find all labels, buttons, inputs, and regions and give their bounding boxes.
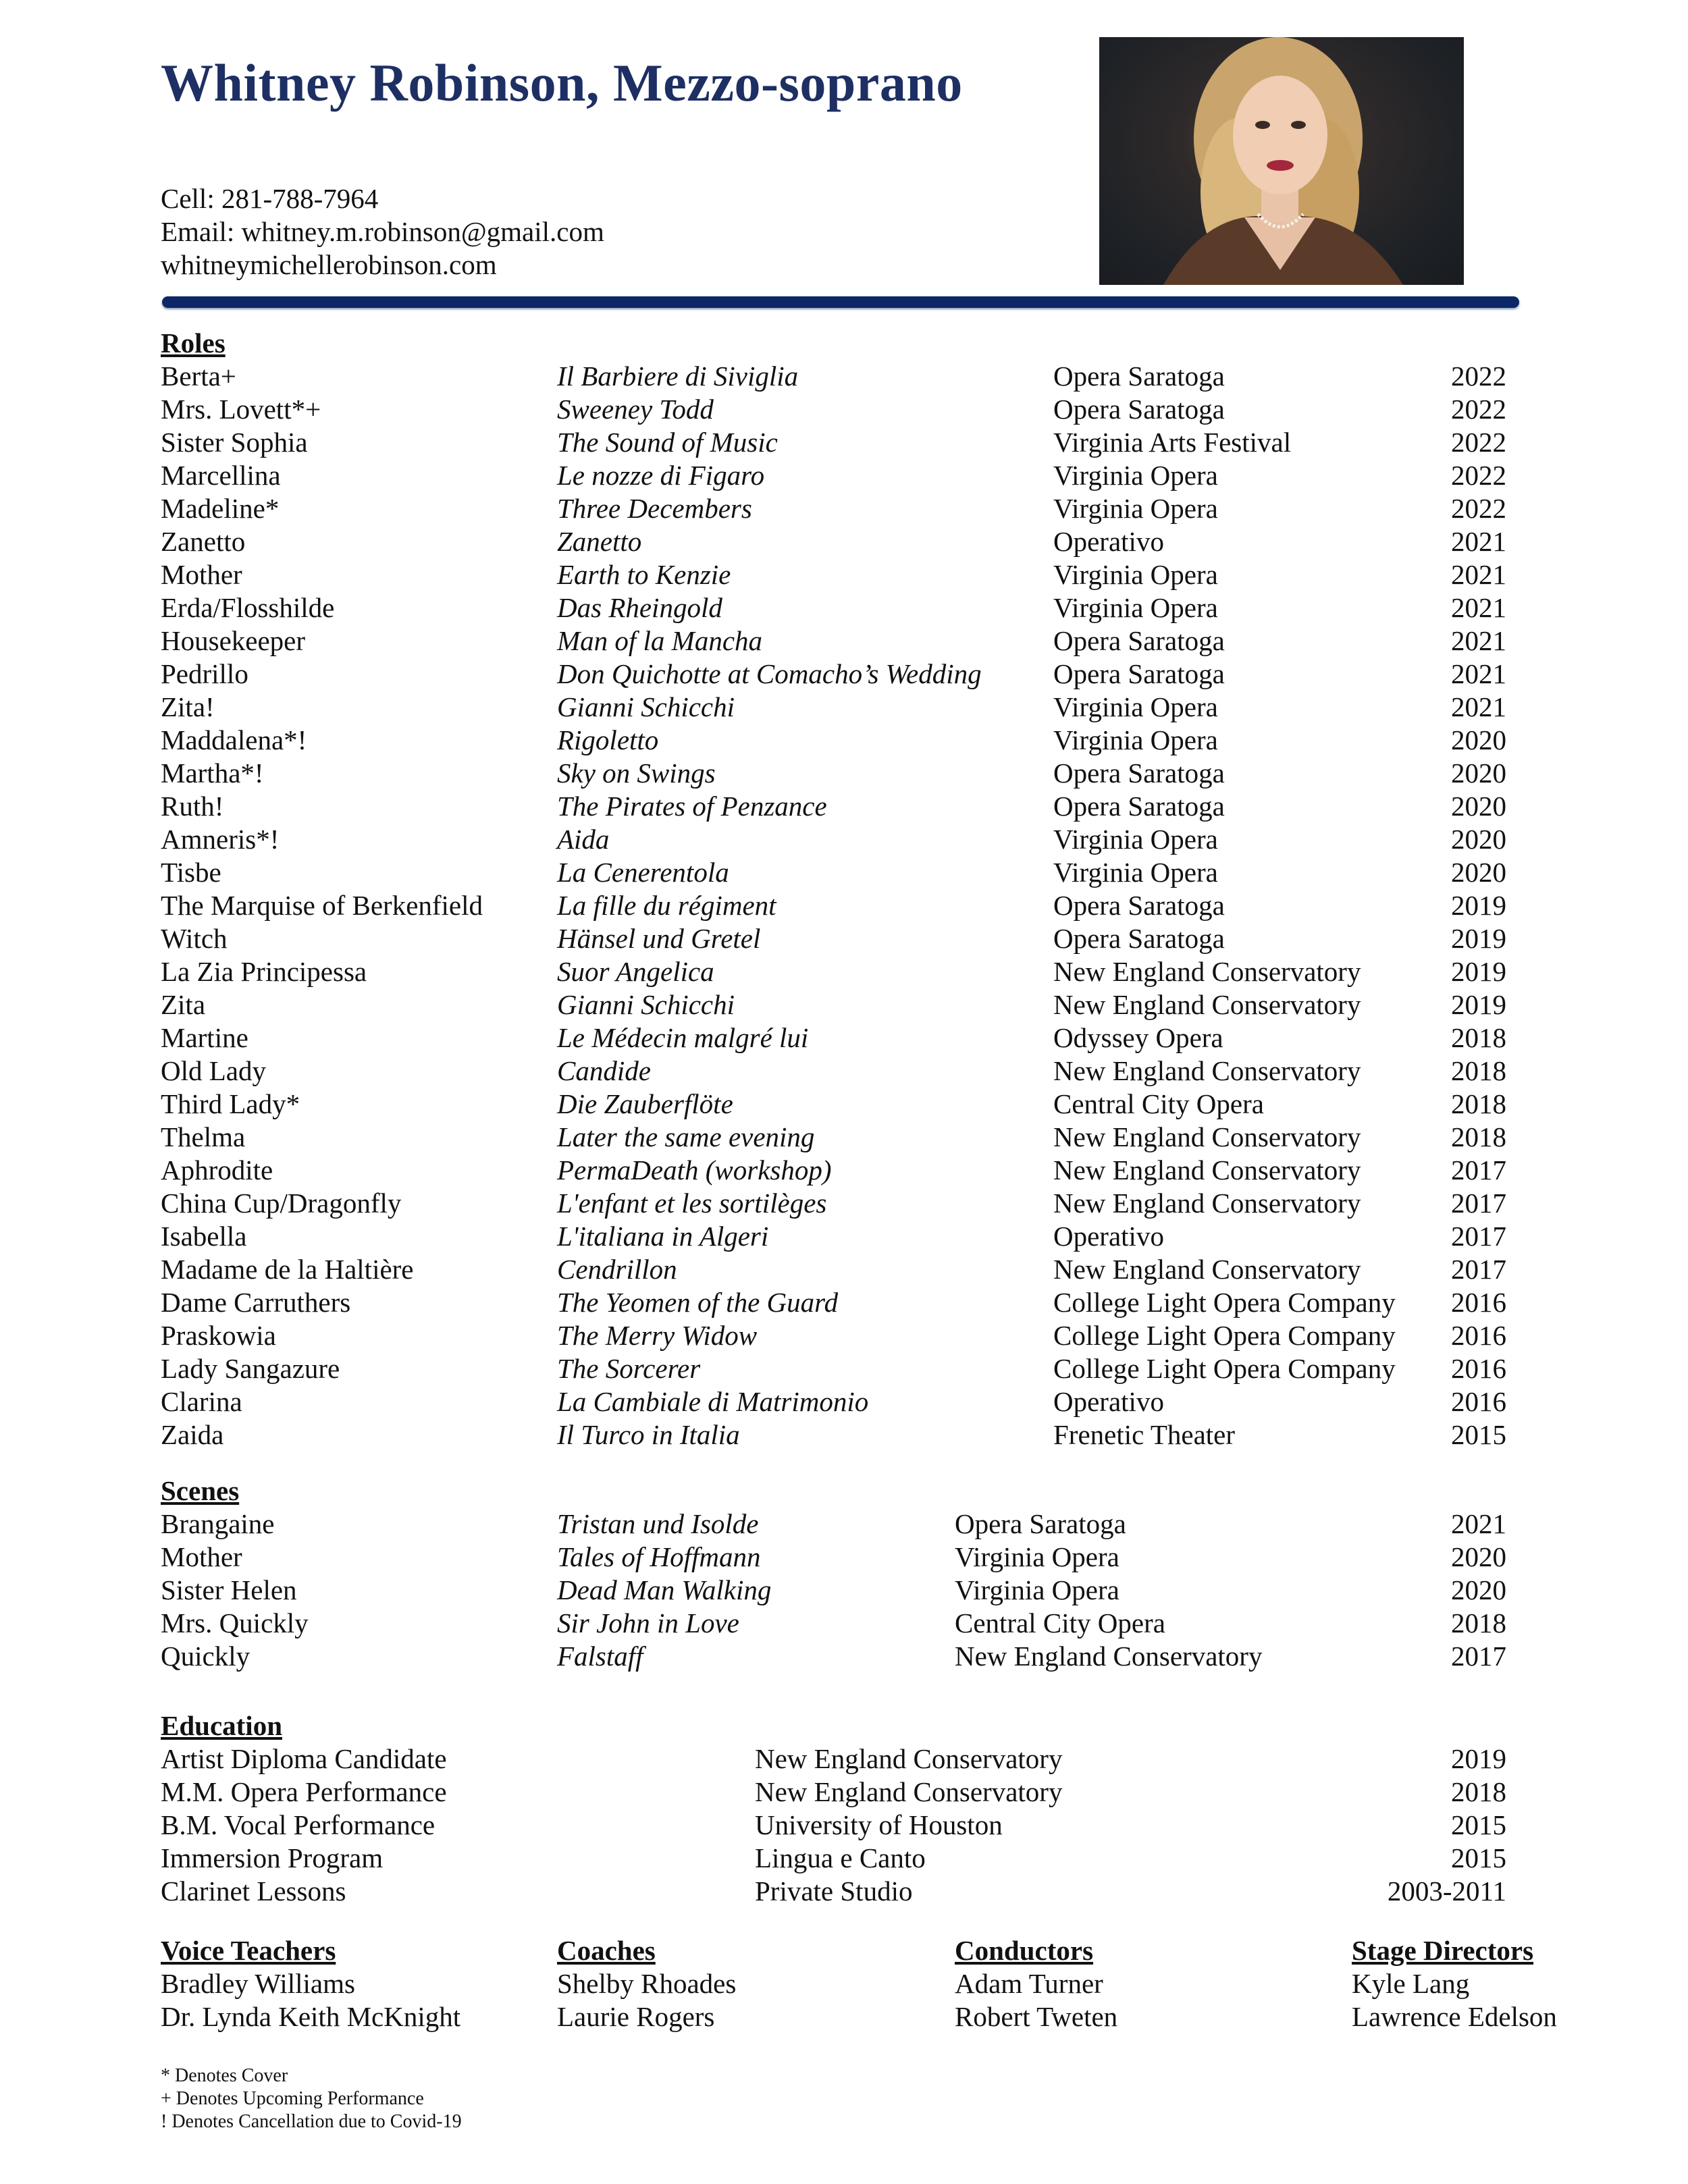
company-name: Virginia Opera <box>1053 592 1218 623</box>
company-name: Virginia Opera <box>1053 493 1218 524</box>
stage-director-name: Lawrence Edelson <box>1352 2001 1557 2032</box>
company-name: Operativo <box>1053 1386 1164 1417</box>
roles-row <box>161 1352 1506 1385</box>
year: 2019 <box>1451 923 1506 954</box>
year: 2019 <box>1451 989 1506 1020</box>
company-name: Virginia Opera <box>1053 824 1218 855</box>
opera-title: Don Quichotte at Comacho’s Wedding <box>557 658 982 689</box>
year: 2020 <box>1451 1574 1506 1605</box>
role-name: Tisbe <box>161 857 221 888</box>
voice-teachers-column <box>161 1934 460 2033</box>
headshot-photo <box>1099 37 1464 285</box>
company-name: Virginia Opera <box>1053 857 1218 888</box>
roles-row <box>161 823 1506 856</box>
degree: Clarinet Lessons <box>161 1875 346 1907</box>
opera-title: PermaDeath (workshop) <box>557 1154 832 1186</box>
year: 2016 <box>1451 1287 1506 1318</box>
coaches-heading: Coaches <box>557 1935 656 1966</box>
roles-row <box>161 658 1506 691</box>
opera-title: Il Barbiere di Siviglia <box>557 361 799 392</box>
year: 2021 <box>1451 592 1506 623</box>
scenes-row <box>161 1574 1506 1607</box>
company-name: Virginia Opera <box>955 1574 1119 1605</box>
scenes-heading: Scenes <box>161 1475 240 1506</box>
company-name: Virginia Opera <box>1053 691 1218 722</box>
role-name: Zanetto <box>161 526 246 557</box>
opera-title: Suor Angelica <box>557 956 714 987</box>
opera-title: Cendrillon <box>557 1254 677 1285</box>
role-name: The Marquise of Berkenfield <box>161 890 483 921</box>
role-name: Pedrillo <box>161 658 248 689</box>
company-name: Opera Saratoga <box>1053 394 1225 425</box>
role-name: Brangaine <box>161 1508 275 1539</box>
role-name: Isabella <box>161 1221 247 1252</box>
roles-row <box>161 591 1506 624</box>
role-name: Zita! <box>161 691 215 722</box>
company-name: New England Conservatory <box>1053 956 1361 987</box>
year: 2015 <box>1451 1419 1506 1450</box>
roles-row <box>161 558 1506 591</box>
degree: B.M. Vocal Performance <box>161 1809 436 1840</box>
page-title: Whitney Robinson, Mezzo-soprano <box>161 53 963 112</box>
scenes-row <box>161 1541 1506 1574</box>
role-name: Maddalena*! <box>161 724 307 755</box>
roles-row <box>161 426 1506 459</box>
year: 2022 <box>1451 394 1506 425</box>
opera-title: Gianni Schicchi <box>557 989 735 1020</box>
year: 2021 <box>1451 559 1506 590</box>
opera-title: Le nozze di Figaro <box>557 460 765 491</box>
year: 2016 <box>1451 1320 1506 1351</box>
education-row <box>161 1875 1506 1908</box>
opera-title: La fille du régiment <box>557 890 776 921</box>
roles-row <box>161 492 1506 525</box>
roles-row <box>161 1385 1506 1418</box>
year: 2017 <box>1451 1188 1506 1219</box>
opera-title: La Cenerentola <box>557 857 729 888</box>
voice-teacher-name: Dr. Lynda Keith McKnight <box>161 2001 461 2032</box>
role-name: Third Lady* <box>161 1088 300 1119</box>
opera-title: Das Rheingold <box>557 592 722 623</box>
role-name: Lady Sangazure <box>161 1353 340 1384</box>
roles-row <box>161 691 1506 724</box>
opera-title: The Yeomen of the Guard <box>557 1287 839 1318</box>
opera-title: Candide <box>557 1055 651 1086</box>
headshot-illustration <box>1099 37 1464 285</box>
roles-row <box>161 1154 1506 1187</box>
year: 2017 <box>1451 1154 1506 1186</box>
opera-title: Zanetto <box>557 526 642 557</box>
year: 2020 <box>1451 757 1506 789</box>
year: 2018 <box>1451 1607 1506 1639</box>
company-name: Opera Saratoga <box>955 1508 1126 1539</box>
roles-row <box>161 1021 1506 1055</box>
company-name: Virginia Opera <box>955 1541 1119 1572</box>
education-row <box>161 1742 1506 1776</box>
education-heading: Education <box>161 1710 282 1741</box>
role-name: Mrs. Quickly <box>161 1607 309 1639</box>
year: 2015 <box>1451 1809 1506 1840</box>
roles-row <box>161 1253 1506 1286</box>
opera-title: The Merry Widow <box>557 1320 758 1351</box>
opera-title: The Sorcerer <box>557 1353 701 1384</box>
year: 2020 <box>1451 791 1506 822</box>
year: 2021 <box>1451 526 1506 557</box>
opera-title: The Sound of Music <box>557 427 778 458</box>
company-name: New England Conservatory <box>1053 989 1361 1020</box>
roles-row <box>161 393 1506 426</box>
school: University of Houston <box>755 1809 1003 1840</box>
role-name: Dame Carruthers <box>161 1287 351 1318</box>
role-name: Housekeeper <box>161 625 306 656</box>
year: 2018 <box>1451 1088 1506 1119</box>
company-name: New England Conservatory <box>1053 1121 1361 1152</box>
year: 2019 <box>1451 1743 1506 1774</box>
year: 2022 <box>1451 460 1506 491</box>
roles-row <box>161 724 1506 757</box>
company-name: Opera Saratoga <box>1053 923 1225 954</box>
role-name: Witch <box>161 923 228 954</box>
roles-row <box>161 1121 1506 1154</box>
year: 2021 <box>1451 1508 1506 1539</box>
school: New England Conservatory <box>755 1776 1063 1807</box>
year: 2018 <box>1451 1055 1506 1086</box>
company-name: Virginia Opera <box>1053 460 1218 491</box>
role-name: Quickly <box>161 1641 250 1672</box>
education-row <box>161 1776 1506 1809</box>
opera-title: Gianni Schicchi <box>557 691 735 722</box>
website-link[interactable]: whitneymichellerobinson.com <box>161 249 497 280</box>
role-name: Berta+ <box>161 361 236 392</box>
role-name: Sister Helen <box>161 1574 297 1605</box>
opera-title: Il Turco in Italia <box>557 1419 740 1450</box>
year: 2021 <box>1451 658 1506 689</box>
opera-title: Tales of Hoffmann <box>557 1541 761 1572</box>
opera-title: Aida <box>557 824 610 855</box>
header-divider <box>162 296 1519 308</box>
year: 2020 <box>1451 724 1506 755</box>
company-name: Opera Saratoga <box>1053 658 1225 689</box>
role-name: Aphrodite <box>161 1154 273 1186</box>
company-name: New England Conservatory <box>1053 1055 1361 1086</box>
year: 2020 <box>1451 857 1506 888</box>
company-name: Virginia Opera <box>1053 724 1218 755</box>
roles-row <box>161 757 1506 790</box>
year: 2022 <box>1451 427 1506 458</box>
opera-title: The Pirates of Penzance <box>557 791 827 822</box>
company-name: Operativo <box>1053 526 1164 557</box>
year: 2022 <box>1451 493 1506 524</box>
year: 2017 <box>1451 1641 1506 1672</box>
company-name: Odyssey Opera <box>1053 1022 1223 1053</box>
company-name: Opera Saratoga <box>1053 890 1225 921</box>
opera-title: Falstaff <box>557 1641 643 1672</box>
year: 2016 <box>1451 1386 1506 1417</box>
scenes-row <box>161 1607 1506 1640</box>
company-name: Central City Opera <box>955 1607 1165 1639</box>
year: 2019 <box>1451 890 1506 921</box>
company-name: College Light Opera Company <box>1053 1287 1396 1318</box>
opera-title: Hänsel und Gretel <box>557 923 761 954</box>
education-list <box>161 1742 1506 1908</box>
role-name: Erda/Flosshilde <box>161 592 335 623</box>
company-name: Operativo <box>1053 1221 1164 1252</box>
roles-row <box>161 1418 1506 1451</box>
company-name: Central City Opera <box>1053 1088 1264 1119</box>
company-name: New England Conservatory <box>1053 1154 1361 1186</box>
scenes-list <box>161 1508 1506 1673</box>
role-name: Zaida <box>161 1419 224 1450</box>
roles-row <box>161 790 1506 823</box>
stage-directors-column <box>1352 1934 1557 2033</box>
scenes-row <box>161 1508 1506 1541</box>
voice-teacher-name: Bradley Williams <box>161 1968 355 1999</box>
opera-title: L'italiana in Algeri <box>557 1221 769 1252</box>
stage-director-name: Kyle Lang <box>1352 1968 1470 1999</box>
role-name: Zita <box>161 989 206 1020</box>
year: 2015 <box>1451 1842 1506 1873</box>
contact-info <box>161 182 604 282</box>
roles-row <box>161 1286 1506 1319</box>
year: 2020 <box>1451 824 1506 855</box>
opera-title: Man of la Mancha <box>557 625 763 656</box>
role-name: Sister Sophia <box>161 427 308 458</box>
education-row <box>161 1809 1506 1842</box>
year: 2020 <box>1451 1541 1506 1572</box>
role-name: Martine <box>161 1022 248 1053</box>
year: 2003-2011 <box>1387 1875 1506 1907</box>
roles-row <box>161 889 1506 922</box>
opera-title: Die Zauberflöte <box>557 1088 733 1119</box>
opera-title: Rigoletto <box>557 724 659 755</box>
roles-row <box>161 856 1506 889</box>
year: 2017 <box>1451 1221 1506 1252</box>
opera-title: La Cambiale di Matrimonio <box>557 1386 869 1417</box>
coach-name: Laurie Rogers <box>557 2001 715 2032</box>
role-name: Madame de la Haltière <box>161 1254 414 1285</box>
opera-title: Tristan und Isolde <box>557 1508 759 1539</box>
company-name: College Light Opera Company <box>1053 1353 1396 1384</box>
company-name: Virginia Arts Festival <box>1053 427 1292 458</box>
coaches-column <box>557 1934 736 2033</box>
role-name: Thelma <box>161 1121 246 1152</box>
conductor-name: Adam Turner <box>955 1968 1103 1999</box>
school: Private Studio <box>755 1875 913 1907</box>
email-address: Email: whitney.m.robinson@gmail.com <box>161 216 604 247</box>
roles-row <box>161 955 1506 988</box>
roles-row <box>161 1187 1506 1220</box>
opera-title: Dead Man Walking <box>557 1574 772 1605</box>
role-name: Marcellina <box>161 460 281 491</box>
conductors-column <box>955 1934 1117 2033</box>
footnotes <box>161 2065 462 2133</box>
role-name: Mother <box>161 559 242 590</box>
roles-row <box>161 988 1506 1021</box>
role-name: Amneris*! <box>161 824 280 855</box>
year: 2017 <box>1451 1254 1506 1285</box>
company-name: Opera Saratoga <box>1053 361 1225 392</box>
company-name: Opera Saratoga <box>1053 791 1225 822</box>
role-name: La Zia Principessa <box>161 956 367 987</box>
role-name: Madeline* <box>161 493 280 524</box>
conductors-heading: Conductors <box>955 1935 1094 1966</box>
company-name: New England Conservatory <box>1053 1254 1361 1285</box>
role-name: Clarina <box>161 1386 242 1417</box>
role-name: Old Lady <box>161 1055 266 1086</box>
school: New England Conservatory <box>755 1743 1063 1774</box>
role-name: China Cup/Dragonfly <box>161 1188 402 1219</box>
cell-phone: Cell: 281-788-7964 <box>161 183 379 214</box>
conductor-name: Robert Tweten <box>955 2001 1118 2032</box>
roles-row <box>161 1220 1506 1253</box>
education-section <box>161 1709 1506 1908</box>
voice-teachers-heading: Voice Teachers <box>161 1935 336 1966</box>
roles-heading: Roles <box>161 327 226 358</box>
coach-name: Shelby Rhoades <box>557 1968 737 1999</box>
year: 2016 <box>1451 1353 1506 1384</box>
company-name: New England Conservatory <box>955 1641 1263 1672</box>
year: 2021 <box>1451 625 1506 656</box>
opera-title: Le Médecin malgré lui <box>557 1022 809 1053</box>
roles-list <box>161 360 1506 1451</box>
company-name: Opera Saratoga <box>1053 757 1225 789</box>
opera-title: Later the same evening <box>557 1121 815 1152</box>
roles-row <box>161 360 1506 393</box>
year: 2019 <box>1451 956 1506 987</box>
year: 2018 <box>1451 1022 1506 1053</box>
company-name: New England Conservatory <box>1053 1188 1361 1219</box>
roles-section <box>161 327 1506 1451</box>
degree: M.M. Opera Performance <box>161 1776 447 1807</box>
year: 2022 <box>1451 361 1506 392</box>
role-name: Praskowia <box>161 1320 276 1351</box>
roles-row <box>161 1088 1506 1121</box>
role-name: Mother <box>161 1541 242 1572</box>
education-row <box>161 1842 1506 1875</box>
footnote-upcoming: + Denotes Upcoming Performance <box>161 2088 424 2109</box>
roles-row <box>161 624 1506 658</box>
roles-row <box>161 525 1506 558</box>
role-name: Mrs. Lovett*+ <box>161 394 321 425</box>
roles-row <box>161 459 1506 492</box>
company-name: Virginia Opera <box>1053 559 1218 590</box>
degree: Immersion Program <box>161 1842 384 1873</box>
year: 2021 <box>1451 691 1506 722</box>
opera-title: Three Decembers <box>557 493 752 524</box>
scenes-row <box>161 1640 1506 1673</box>
footnote-cover: * Denotes Cover <box>161 2065 288 2086</box>
footnote-cancellation: ! Denotes Cancellation due to Covid-19 <box>161 2111 462 2132</box>
company-name: Frenetic Theater <box>1053 1419 1236 1450</box>
degree: Artist Diploma Candidate <box>161 1743 447 1774</box>
roles-row <box>161 1319 1506 1352</box>
school: Lingua e Canto <box>755 1842 926 1873</box>
roles-row <box>161 922 1506 955</box>
stage-directors-heading: Stage Directors <box>1352 1935 1534 1966</box>
opera-title: L'enfant et les sortilèges <box>557 1188 827 1219</box>
company-name: Opera Saratoga <box>1053 625 1225 656</box>
year: 2018 <box>1451 1121 1506 1152</box>
opera-title: Earth to Kenzie <box>557 559 731 590</box>
year: 2018 <box>1451 1776 1506 1807</box>
scenes-section <box>161 1474 1506 1673</box>
opera-title: Sir John in Love <box>557 1607 739 1639</box>
role-name: Ruth! <box>161 791 224 822</box>
role-name: Martha*! <box>161 757 264 789</box>
roles-row <box>161 1055 1506 1088</box>
company-name: College Light Opera Company <box>1053 1320 1396 1351</box>
opera-title: Sky on Swings <box>557 757 716 789</box>
opera-title: Sweeney Todd <box>557 394 714 425</box>
